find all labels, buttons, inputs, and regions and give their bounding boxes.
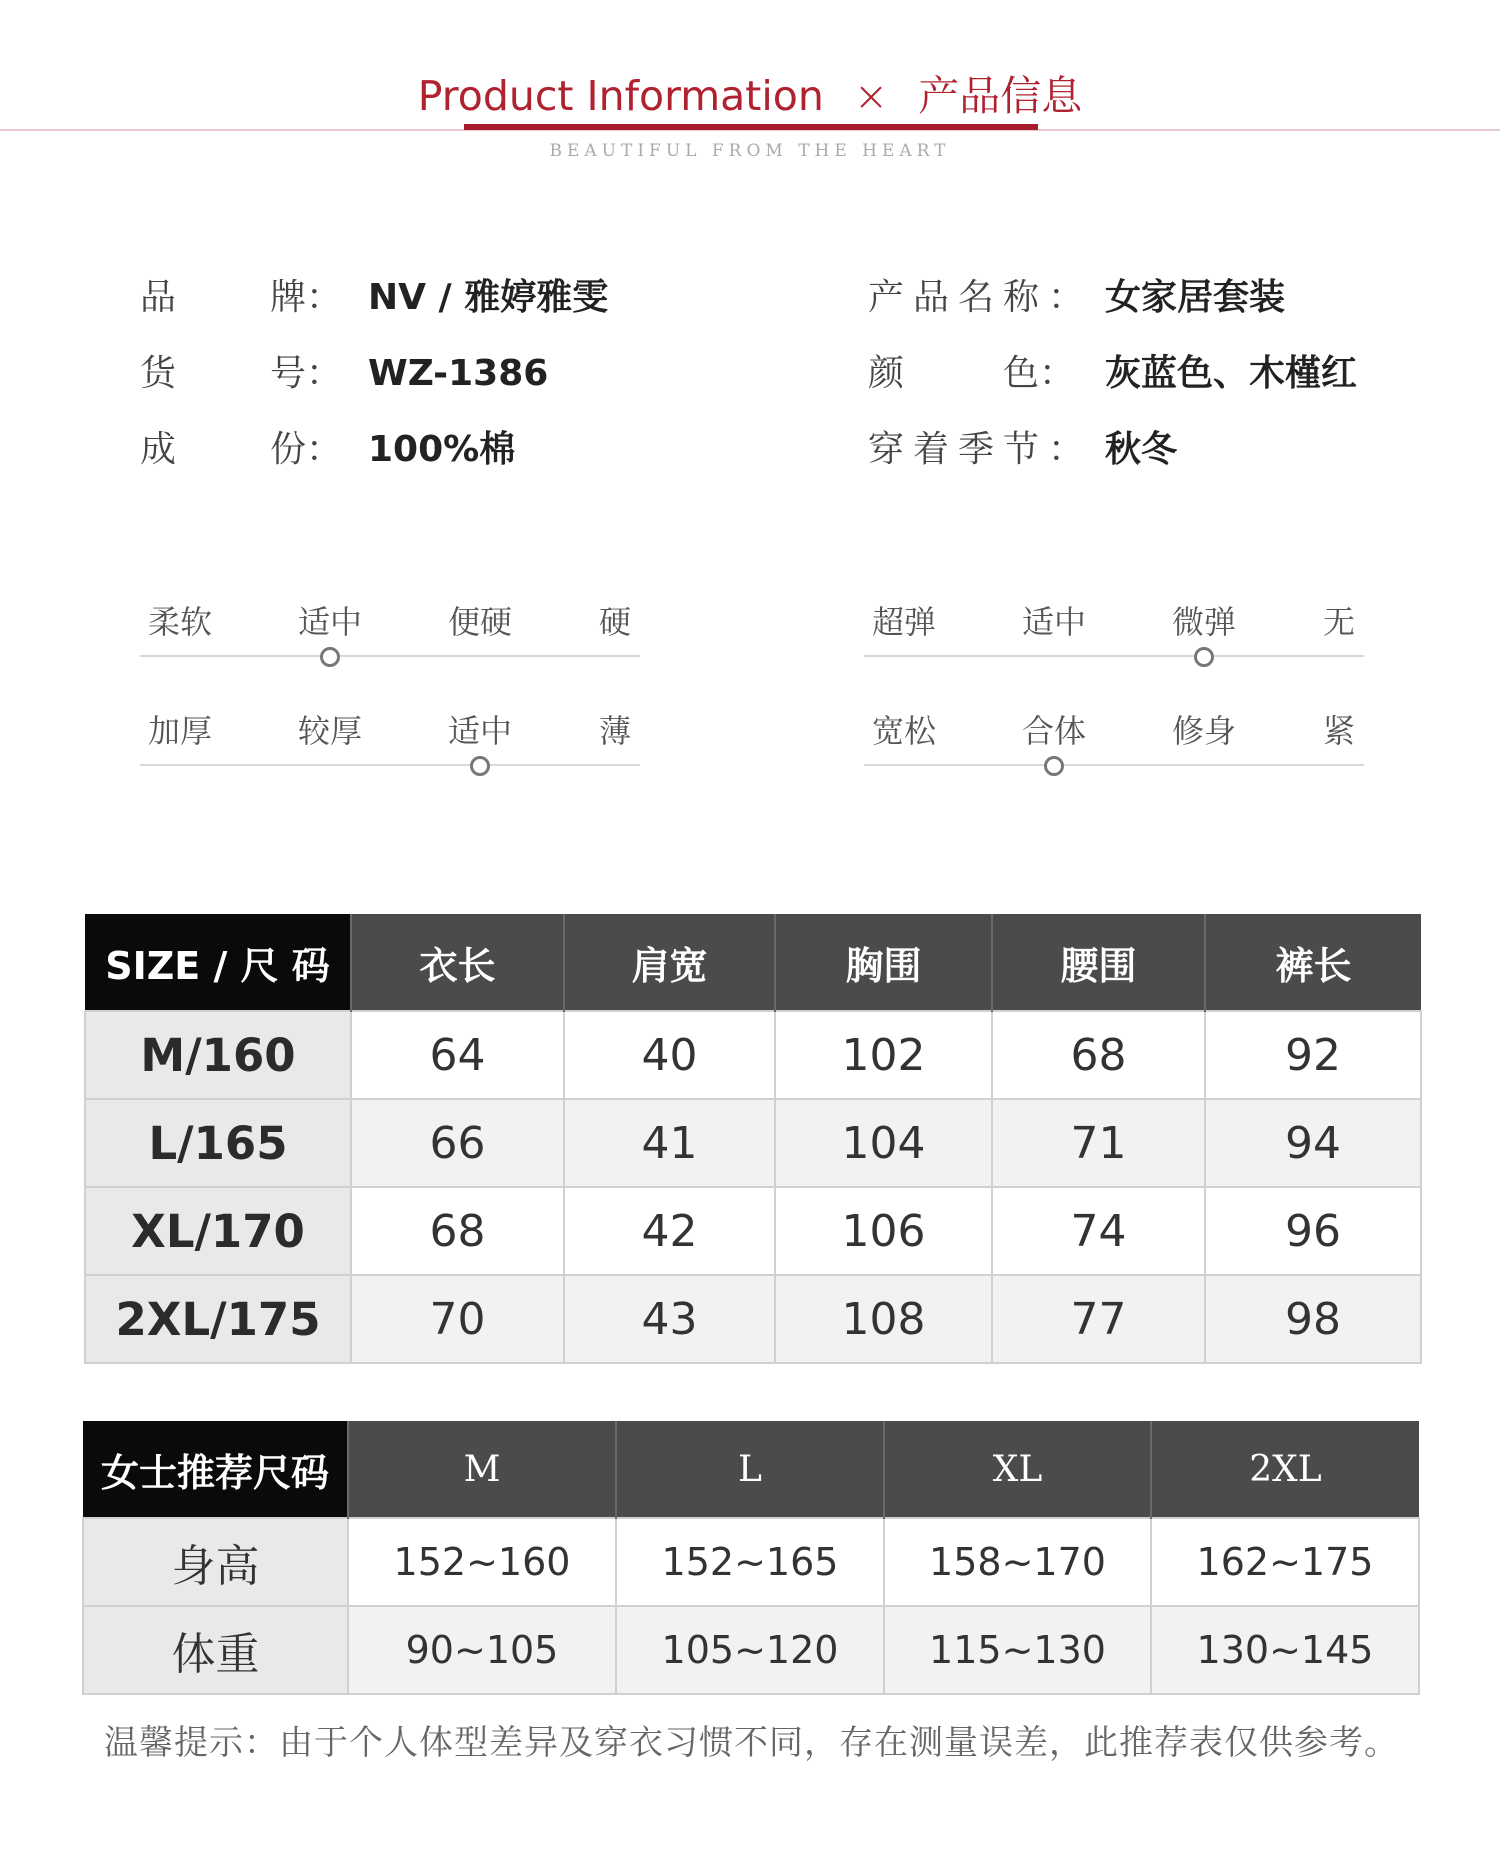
table-cell: 74 [992,1187,1205,1275]
table-cell: 106 [775,1187,992,1275]
table-cell: 105~120 [616,1606,884,1694]
table-cell: 64 [351,1011,564,1099]
title-separator: × [853,72,889,120]
scale-option: 超弹 [871,603,936,641]
table-cell: 40 [564,1011,775,1099]
table-header-cell: 衣长 [351,914,564,1011]
scale-option: 无 [1322,603,1355,641]
scale-indicator [320,647,340,667]
scale-option: 柔软 [147,603,212,641]
table-header-cell: XL [884,1421,1151,1518]
scale-option: 紧 [1322,712,1355,750]
info-value: 灰蓝色、木槿红 [1105,353,1358,394]
elasticity-scale [864,597,1364,687]
softness-scale [140,597,640,687]
table-cell: 身高 [83,1518,348,1606]
table-cell: 152~165 [616,1518,884,1606]
header-underline [464,124,1038,130]
table-cell: 77 [992,1275,1205,1363]
table-cell: 108 [775,1275,992,1363]
scale-indicator [1194,647,1214,667]
scale-indicator [1044,756,1064,776]
info-label: 色： [1003,353,1076,394]
info-label: 货 [140,353,177,394]
table-cell: 104 [775,1099,992,1187]
table-row [85,1187,1421,1275]
table-cell: 42 [564,1187,775,1275]
scale-indicator [470,756,490,776]
scale-track [140,655,640,657]
info-label: 颜 [868,353,905,394]
scale-option: 薄 [598,712,631,750]
table-header-cell: SIZE / 尺 码 [85,914,351,1011]
scale-option: 便硬 [447,603,512,641]
table-row [85,1099,1421,1187]
info-label: 牌： [270,277,343,318]
table-cell: 162~175 [1151,1518,1419,1606]
table-cell: 70 [351,1275,564,1363]
warm-tip-note: 温馨提示：由于个人体型差异及穿衣习惯不同，存在测量误差，此推荐表仅供参考。 [104,1723,1399,1763]
table-cell: 96 [1205,1187,1421,1275]
title-english: Product Information [417,72,824,120]
info-value: 秋冬 [1105,429,1178,470]
scale-option: 适中 [447,712,512,750]
info-value: 女家居套装 [1105,277,1286,318]
table-row [85,1011,1421,1099]
table-header-cell: M [348,1421,616,1518]
table-cell: 115~130 [884,1606,1151,1694]
table-header-cell: 肩宽 [564,914,775,1011]
info-label: 穿着季节： [868,429,1094,470]
table-cell: 71 [992,1099,1205,1187]
table-header-row [83,1421,1419,1518]
scale-track [864,764,1364,766]
table-cell: 92 [1205,1011,1421,1099]
table-cell: 102 [775,1011,992,1099]
table-cell: 90~105 [348,1606,616,1694]
size-table [84,914,1422,1364]
table-cell: 94 [1205,1099,1421,1187]
table-header-cell: L [616,1421,884,1518]
table-cell: 130~145 [1151,1606,1419,1694]
table-cell: 152~160 [348,1518,616,1606]
table-cell: 2XL/175 [85,1275,351,1363]
table-cell: 体重 [83,1606,348,1694]
info-value: NV / 雅婷雅雯 [368,277,609,318]
title-chinese: 产品信息 [918,72,1083,120]
recommended-size-table [82,1421,1420,1695]
scale-track [140,764,640,766]
scale-option: 适中 [1021,603,1086,641]
table-cell: 41 [564,1099,775,1187]
scale-option: 硬 [598,603,631,641]
table-cell: 66 [351,1099,564,1187]
table-header-cell: 腰围 [992,914,1205,1011]
table-header-row [85,914,1421,1011]
thickness-scale [140,706,640,796]
table-header-cell: 2XL [1151,1421,1419,1518]
info-label: 产品名称： [868,277,1094,318]
scale-track [864,655,1364,657]
table-cell: M/160 [85,1011,351,1099]
scale-option: 微弹 [1171,603,1236,641]
info-value: WZ-1386 [368,353,549,394]
table-cell: 158~170 [884,1518,1151,1606]
table-row [85,1275,1421,1363]
table-cell: L/165 [85,1099,351,1187]
header-subtitle: BEAUTIFUL FROM THE HEART [549,141,951,161]
table-header-cell: 裤长 [1205,914,1421,1011]
fit-scale [864,706,1364,796]
info-label: 号： [270,353,343,394]
info-label: 份： [270,429,343,470]
header-title [0,66,1500,126]
table-cell: 68 [992,1011,1205,1099]
table-header-cell: 胸围 [775,914,992,1011]
scale-option: 适中 [297,603,362,641]
info-label: 品 [140,277,177,318]
table-cell: XL/170 [85,1187,351,1275]
scale-option: 较厚 [297,712,362,750]
table-row [83,1518,1419,1606]
scale-option: 加厚 [147,712,212,750]
table-row [83,1606,1419,1694]
info-value: 100%棉 [368,429,516,470]
table-cell: 98 [1205,1275,1421,1363]
scale-option: 修身 [1171,712,1236,750]
scale-option: 合体 [1021,712,1086,750]
info-label: 成 [140,429,177,470]
table-cell: 68 [351,1187,564,1275]
scale-option: 宽松 [871,712,936,750]
table-header-cell: 女士推荐尺码 [83,1421,348,1518]
table-cell: 43 [564,1275,775,1363]
